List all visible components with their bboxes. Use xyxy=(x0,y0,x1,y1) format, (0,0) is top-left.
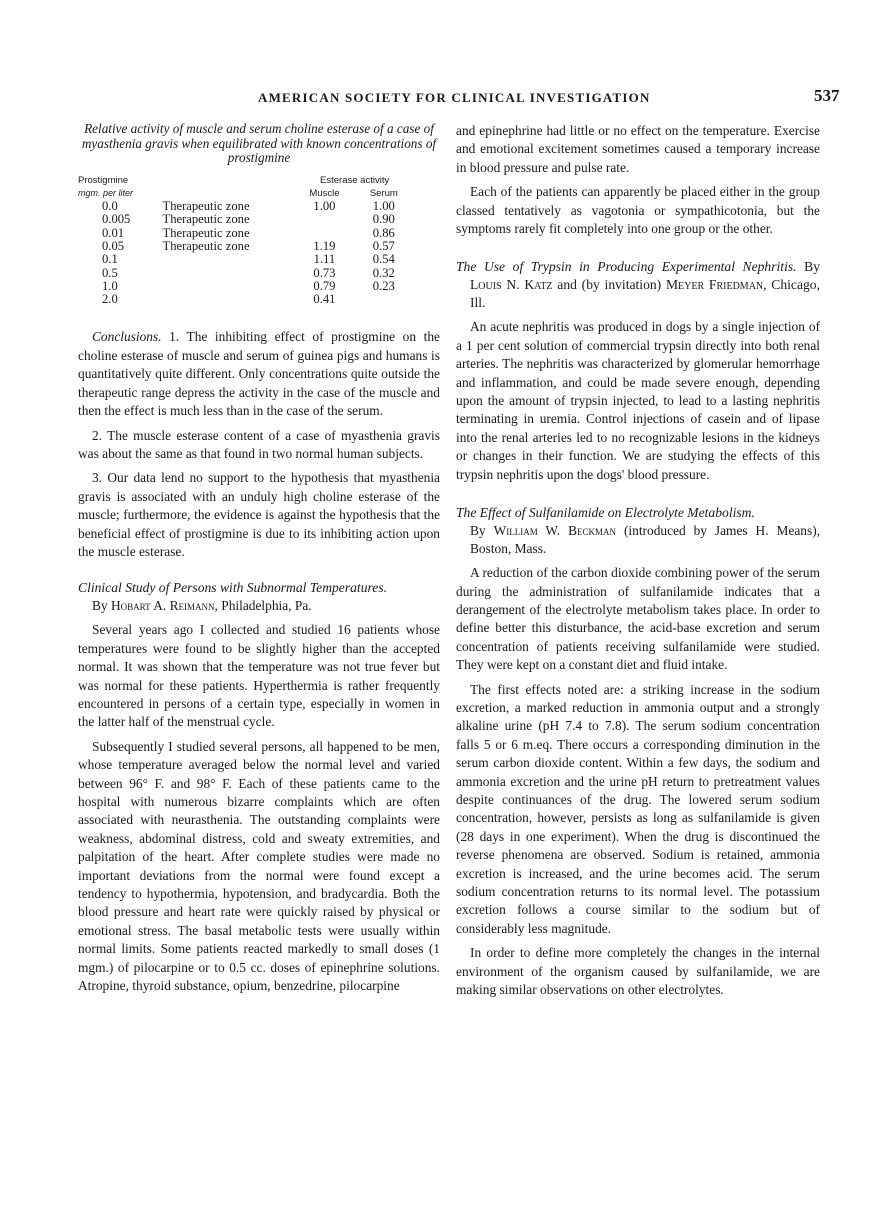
section-title-text: The Use of Trypsin in Producing Experimental Nephritis. xyxy=(456,259,797,275)
cell-prostigmine: 0.5 xyxy=(102,265,118,280)
byline-author: William W. Beckman xyxy=(493,523,617,539)
running-title: AMERICAN SOCIETY FOR CLINICAL INVESTIGATION xyxy=(258,90,651,105)
cell-serum: 1.00 xyxy=(372,199,395,214)
section-title-text: Clinical Study of Persons with Subnormal Temperatures. xyxy=(78,580,388,596)
cell-zone xyxy=(163,293,296,306)
section-katz xyxy=(456,258,820,484)
cell-muscle xyxy=(295,213,353,226)
cell-prostigmine: 0.05 xyxy=(102,238,125,253)
section-title xyxy=(456,504,820,522)
table-row xyxy=(78,213,414,226)
cell-serum: 0.54 xyxy=(372,252,395,267)
table-row xyxy=(78,240,414,253)
byline-author: Hobart A. Reimann xyxy=(111,598,215,614)
table-block xyxy=(78,122,440,306)
col-prostigmine: Prostigmine xyxy=(78,174,129,186)
conclusions-text-1: 1. The inhibiting effect of prostigmine on the choline esterase of muscle and serum of guinea pigs and humans is quantitatively quite different. Only concentrations quite outside the therapeutic range depress the activity in the case of the muscle and then the effect is much less than in the case of the serum. xyxy=(78,329,440,419)
cell-prostigmine: 0.005 xyxy=(102,212,131,227)
cell-zone xyxy=(163,267,296,280)
katz-paragraph-1: An acute nephritis was produced in dogs by a single injection of a 1 per cent solution of commercial trypsin directly into both renal arteries. The nephritis was characterized by glomerular hemorrhage and inflammation, and could be made severe enough, depending upon the amount of trypsin injected, to lead to a lasting nephritis terminating in uremia. Control injections of casein and of lipase into the renal arteries led to no recognizable lesions in the kidneys or changes in their function. We are studying the effects of this trypsin nephritis upon the dogs' blood pressure. xyxy=(456,319,820,482)
table-caption: Relative activity of muscle and serum choline esterase of a case of myasthenia gravis when equilibrated with known concentrations of prostigmine xyxy=(81,121,437,165)
table-header-row xyxy=(78,174,414,187)
byline-rest: (introduced by James H. Means), Boston, Mass. xyxy=(470,523,820,557)
cell-serum: 0.23 xyxy=(372,278,395,293)
cell-zone: Therapeutic zone xyxy=(162,225,250,240)
byline-location: , Chicago, Ill. xyxy=(470,277,820,311)
section-title xyxy=(78,579,440,597)
byline-author: Louis N. Katz xyxy=(470,277,553,293)
cell-serum: 0.32 xyxy=(372,265,395,280)
table-row xyxy=(78,293,414,306)
conclusions-paragraph-2: 2. The muscle esterase content of a case of myasthenia gravis was about the same as that found in two normal human subjects. xyxy=(78,427,440,461)
col-muscle: Muscle xyxy=(309,187,340,199)
cell-muscle: 1.19 xyxy=(313,238,336,253)
reimann-paragraph-3: Each of the patients can apparently be placed either in the group classed tentatively as vagotonia or sympathicotonia, but the symptoms rarely fit completely into one group or the other. xyxy=(456,184,820,237)
beckman-paragraph-3: In order to define more completely the changes in the internal environment of the organism caused by sulfanilamide, we are making similar observations on other electrolytes. xyxy=(456,945,820,998)
col-serum: Serum xyxy=(369,187,398,199)
cell-serum: 0.57 xyxy=(372,238,395,253)
cell-serum xyxy=(354,293,414,306)
table-subheader-row xyxy=(78,187,414,200)
cell-muscle: 1.11 xyxy=(313,252,336,267)
table-row xyxy=(78,267,414,280)
cell-prostigmine: 0.01 xyxy=(102,225,125,240)
cell-muscle xyxy=(295,227,353,240)
conclusions-block xyxy=(78,328,440,561)
cell-serum: 0.90 xyxy=(372,212,395,227)
cell-muscle: 0.73 xyxy=(313,265,336,280)
section-beckman xyxy=(456,504,820,999)
table-row xyxy=(78,227,414,240)
col-esterase: Esterase activity xyxy=(320,174,390,186)
section-byline xyxy=(456,522,820,558)
section-title-byline xyxy=(456,258,820,312)
page-number: 537 xyxy=(814,86,840,105)
conclusions-paragraph-3: 3. Our data lend no support to the hypothesis that myasthenia gravis is associated with an unduly high choline esterase of the muscle; furthermore, the evidence is against the hypothesis that the beneficial effect of prostigmine is due to its inhibiting action upon the muscle esterase. xyxy=(78,470,440,559)
section-reimann xyxy=(78,579,440,995)
page-header xyxy=(0,86,875,110)
cell-muscle: 0.41 xyxy=(313,292,336,307)
cell-zone xyxy=(163,280,296,293)
byline-by: By xyxy=(804,259,820,275)
col-units: mgm. per liter xyxy=(78,187,134,198)
cell-zone: Therapeutic zone xyxy=(162,238,250,253)
reimann-paragraph-1: Several years ago I collected and studied 16 patients whose temperatures were found to be slightly higher than the accepted normal. It was shown that the temperature was not true fever but was normal for these patients. Hyperthermia is rather frequently encountered in persons of a certain type, especially in women in the latter half of the menstrual cycle. xyxy=(78,622,440,730)
conclusions-label: Conclusions. xyxy=(92,329,162,345)
section-title-text: The Effect of Sulfanilamide on Electrolyte Metabolism. xyxy=(456,505,755,521)
reimann-paragraph-2-continued: and epinephrine had little or no effect on the temperature. Exercise and emotional excitement sometimes caused a temporary increase in blood pressure and pulse rate. xyxy=(456,123,820,175)
section-byline xyxy=(78,597,440,615)
cell-zone xyxy=(163,253,296,266)
byline-location: , Philadelphia, Pa. xyxy=(214,598,312,614)
reimann-paragraph-2: Subsequently I studied several persons, all happened to be men, whose temperature averaged below the normal level and varied between 96° F. and 98° F. Each of these patients came to the hospital with numerous bizarre complaints which are often associated with neurasthenia. The outstanding complaints were weakness, abdominal distress, cold and sweaty extremities, and palpitation of the heart. After complete studies were made no important deviations from the normal were found except a tendency to hypothermia, hypotension, and bradycardia. Both the blood pressure and heart rate were quickly raised by physical or emotional stress. The basal metabolic tests were usually within normal limits. Some patients reacted markedly to small doses (1 mgm.) of pilocarpine or to 0.5 cc. doses of epinephrine solutions. Atropine, thyroid substance, opium, benzedrine, pilocarpine xyxy=(78,738,440,994)
cell-muscle: 0.79 xyxy=(313,278,336,293)
left-column xyxy=(78,122,440,995)
cell-prostigmine: 0.0 xyxy=(102,199,118,214)
table-row xyxy=(78,280,414,293)
beckman-paragraph-2: The first effects noted are: a striking increase in the sodium excretion, a marked reduction in ammonia output and a strongly alkaline urine (pH 7.4 to 7.8). The serum sodium concentration falls 5 or 6 m.eq. There occurs a corresponding diminution in the serum carbon dioxide content. Within a few days, the sodium and ammonia excretion and the urine pH return to pretreatment values despite continuances of the drug. The lowered serum sodium concentration, however, persists as long as sulfanilamide is given (28 days in one experiment). When the drug is discontinued the reverse phenomena are observed. Sodium is retained, ammonia excretion is increased, and the urine becomes acid. The serum sodium concentration returns to its normal level. The potassium excretion follows a course similar to the sodium but of considerably less magnitude. xyxy=(456,681,820,936)
cell-prostigmine: 0.1 xyxy=(102,252,118,267)
cell-muscle: 1.00 xyxy=(313,199,336,214)
table-row xyxy=(78,200,414,213)
cell-zone: Therapeutic zone xyxy=(162,199,250,214)
byline-by: By xyxy=(92,598,108,614)
cell-prostigmine: 1.0 xyxy=(102,278,118,293)
conclusions-paragraph-1 xyxy=(78,328,440,420)
cell-prostigmine: 2.0 xyxy=(102,292,118,307)
byline-author-2: Meyer Friedman xyxy=(665,277,764,293)
cell-zone: Therapeutic zone xyxy=(162,212,250,227)
byline-middle: and (by invitation) xyxy=(552,277,666,293)
table-row xyxy=(78,253,414,266)
byline-by: By xyxy=(470,523,486,539)
right-column xyxy=(456,122,820,999)
cell-serum: 0.86 xyxy=(372,225,395,240)
esterase-table xyxy=(78,174,414,307)
beckman-paragraph-1: A reduction of the carbon dioxide combining power of the serum during the administration of sulfanilamide indicates that a derangement of the electrolyte metabolism takes place. In order to define better this disturbance, the acid-base excretion and serum concentration of patients receiving sulfanilamide were studied. They were kept on a constant diet and fluid intake. xyxy=(456,565,820,673)
